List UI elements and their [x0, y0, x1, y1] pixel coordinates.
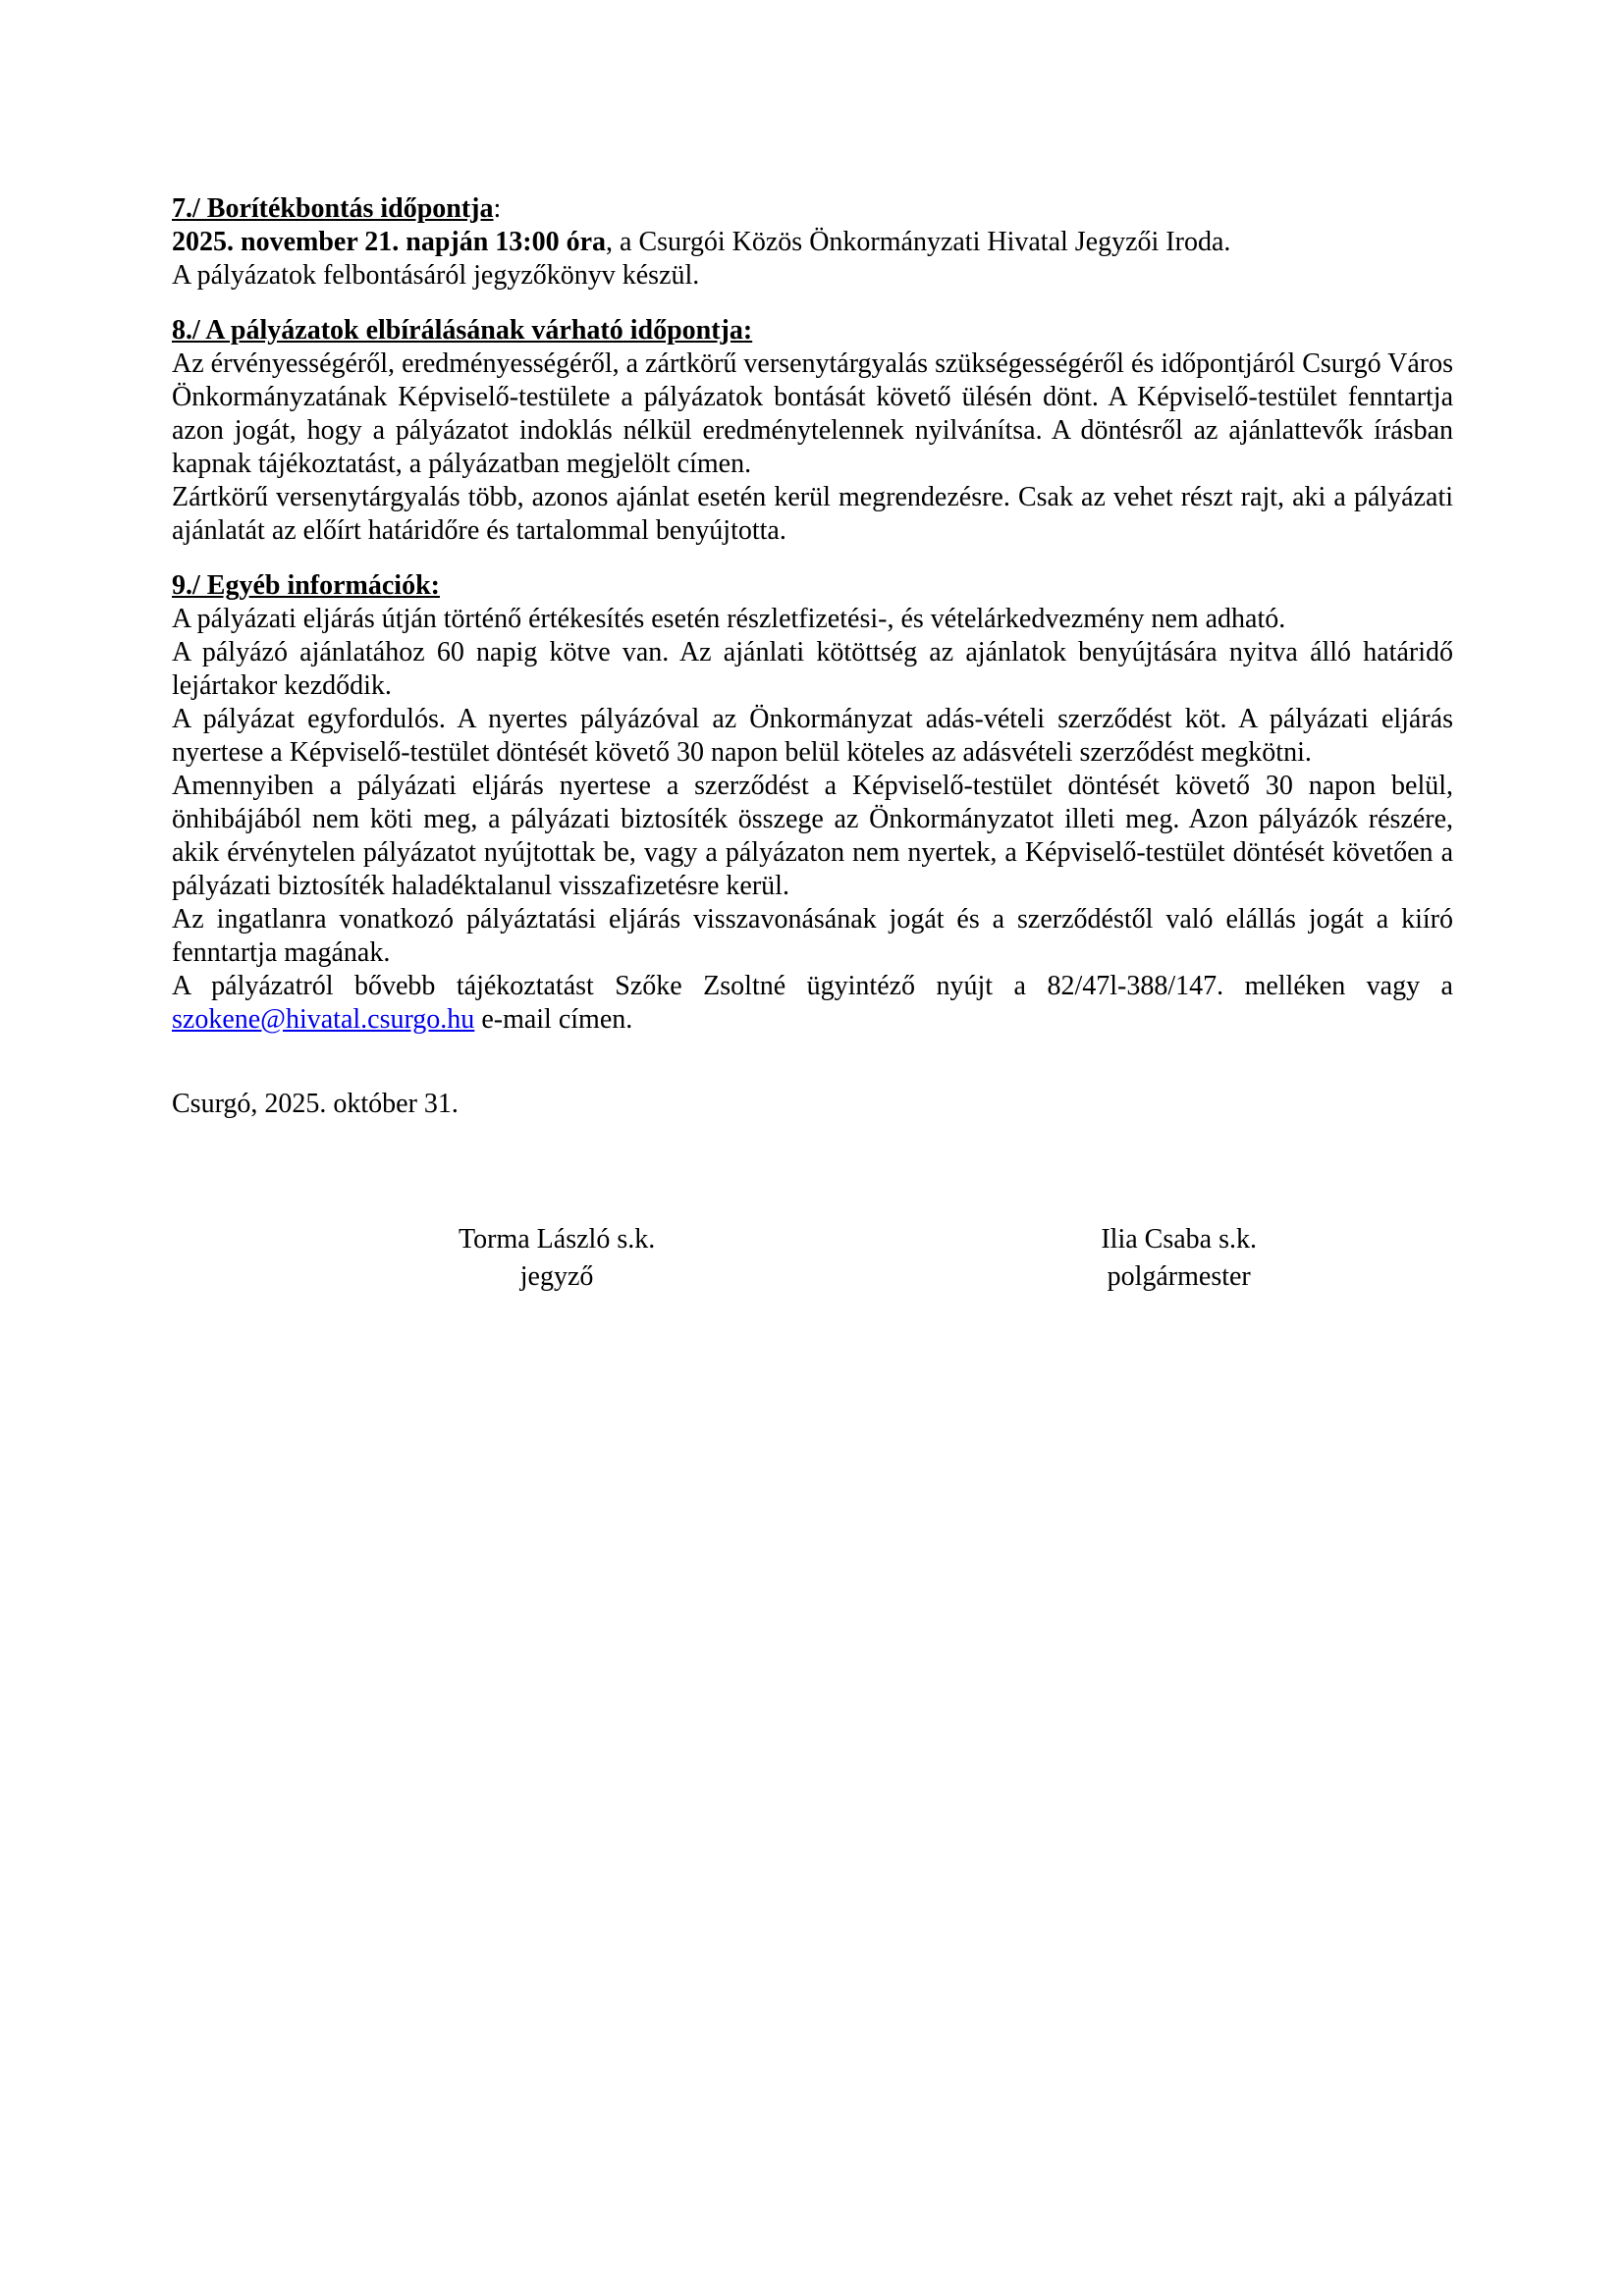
section-8-paragraph-1: Az érvényességéről, eredményességéről, a zártkörű versenytárgyalás szükségességéről és időpontjáról Csurgó Város Önkormányzatának Képviselő-testülete a pályázatok bontását követő ülésén dönt. A Képviselő-testület fenntartja azon jogát, hogy a pályázatot indoklás nélkül eredménytelennek nyilvánítsa. A döntésről az ajánlattevők írásban kapnak tájékoztatást, a pályázatban megjelölt címen.	[172, 348, 1453, 479]
section-7-heading-text: 7./ Borítékbontás időpontja	[172, 193, 494, 224]
signature-left-name: Torma László s.k.	[459, 1224, 656, 1255]
signature-right-name: Ilia Csaba s.k.	[1101, 1224, 1257, 1255]
signature-jegyzo	[459, 1221, 655, 1296]
section-9-paragraph-5: Az ingatlanra vonatkozó pályáztatási eljárás visszavonásának jogát és a szerződéstől való elállás jogát a kiíró fenntartja magának.	[172, 904, 1453, 968]
signature-block	[172, 1221, 1453, 1296]
section-7-line-datetime	[172, 226, 1453, 259]
signature-left-title: jegyző	[519, 1261, 594, 1292]
section-8-heading	[172, 314, 1453, 347]
section-9-heading	[172, 569, 1453, 603]
section-9-paragraph-1: A pályázati eljárás útján történő értékesítés esetén részletfizetési-, és vételárkedvezmény nem adható.	[172, 604, 1286, 634]
section-7-line-record: A pályázatok felbontásáról jegyzőkönyv készül.	[172, 260, 700, 291]
section-7-heading-colon: :	[493, 193, 502, 224]
signature-right-title: polgármester	[1107, 1261, 1251, 1292]
section-7-envelope-opening	[172, 192, 1453, 293]
section-9-paragraph-2: A pályázó ajánlatához 60 napig kötve van. Az ajánlati kötöttség az ajánlatok benyújtására nyitva álló határidő lejártakor kezdődik.	[172, 637, 1453, 701]
envelope-opening-datetime: 2025. november 21. napján 13:00 óra	[172, 227, 607, 257]
contact-text-before-link: A pályázatról bővebb tájékoztatást Szőke Zsoltné ügyintéző nyújt a 82/47l-388/147. melléken vagy a	[172, 971, 1453, 1001]
envelope-opening-location: , a Csurgói Közös Önkormányzati Hivatal Jegyzői Iroda.	[606, 227, 1231, 257]
section-8-paragraph-2: Zártkörű versenytárgyalás több, azonos ajánlat esetén kerül megrendezésre. Csak az vehet részt rajt, aki a pályázati ajánlatát az előírt határidőre és tartalommal benyújtotta.	[172, 482, 1453, 546]
section-9-other-info	[172, 569, 1453, 1037]
dateline: Csurgó, 2025. október 31.	[172, 1089, 459, 1119]
section-7-heading	[172, 192, 1453, 226]
email-link[interactable]: szokene@hivatal.csurgo.hu	[172, 1004, 475, 1035]
contact-text-after-link: e-mail címen.	[474, 1004, 633, 1035]
section-8-heading-text: 8./ A pályázatok elbírálásának várható időpontja:	[172, 315, 753, 346]
section-9-paragraph-3: A pályázat egyfordulós. A nyertes pályázóval az Önkormányzat adás-vételi szerződést köt. A pályázati eljárás nyertese a Képviselő-testület döntését követő 30 napon belül köteles az adásvételi szerződést megkötni.	[172, 704, 1453, 768]
section-8-evaluation	[172, 314, 1453, 548]
section-9-paragraph-4: Amennyiben a pályázati eljárás nyertese a szerződést a Képviselő-testület döntését követő 30 napon belül, önhibájából nem köti meg, a pályázati biztosíték összege az Önkormányzatot illeti meg. Azon pályázók részére, akik érvénytelen pályázatot nyújtottak be, vagy a pályázaton nem nyertek, a Képviselő-testület döntését követően a pályázati biztosíték haladéktalanul visszafizetésre kerül.	[172, 771, 1453, 901]
signature-polgarmester	[1101, 1221, 1257, 1296]
section-9-heading-text: 9./ Egyéb információk:	[172, 570, 440, 601]
section-9-paragraph-contact	[172, 970, 1453, 1037]
